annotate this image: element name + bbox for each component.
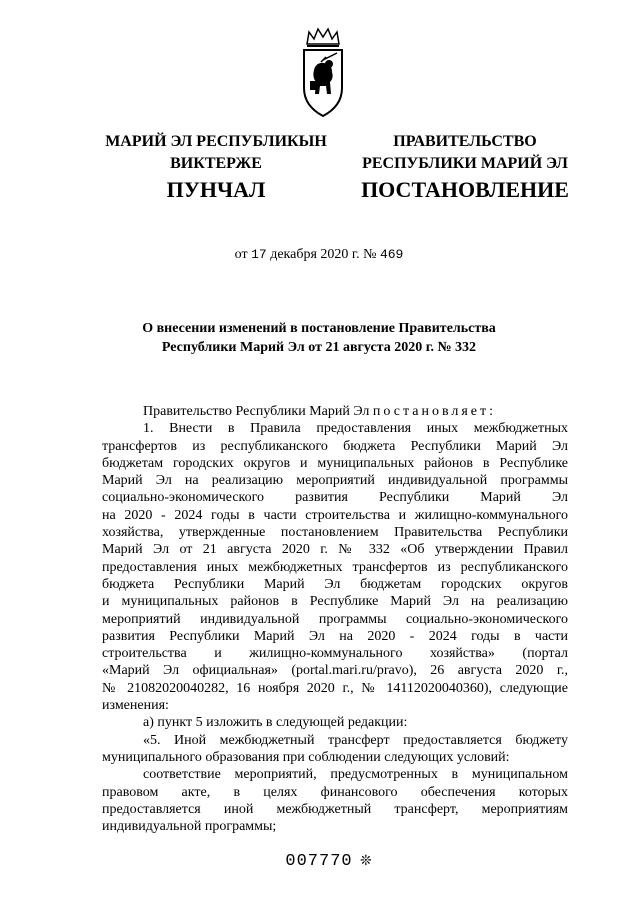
doc-type-russian: ПОСТАНОВЛЕНИЕ [361, 177, 569, 202]
condition-paragraph [102, 766, 568, 835]
text-line: индивидуальной программы; [102, 819, 277, 835]
text-line: правовом акте, в целях финансового обеспечения которых [102, 784, 568, 800]
text-line: развития Республики Марий Эл на 2020 - 2024 годы в части [102, 628, 568, 644]
text-line: мероприятий индивидуальной программы социально-экономического [102, 611, 568, 627]
text-line: на 2020 - 2024 годы в части строительства и жилищно-коммунального [102, 507, 568, 523]
text-line: и муниципальных районов в Республике Марий Эл на реализацию [102, 594, 568, 610]
doc-type-mari: ПУНЧАЛ [166, 177, 266, 202]
text-line: бюджетам городских округов и муниципальных районов в Республике [102, 455, 568, 471]
header-right-line2: РЕСПУБЛИКИ МАРИЙ ЭЛ [362, 155, 568, 172]
asterisk-mark: ❊ [360, 854, 372, 869]
text-line: строительства и жилищно-коммунального хозяйства» (портал [102, 646, 568, 662]
header-left-line1: МАРИЙ ЭЛ РЕСПУБЛИКЫН [105, 133, 327, 150]
doc-number: 469 [379, 247, 404, 262]
item-a: а) пункт 5 изложить в следующей редакции: [143, 715, 408, 731]
header-left-title [96, 131, 336, 175]
text-line: № 21082020040282, 16 ноября 2020 г., № 14112020040360), следующие [102, 680, 568, 696]
intro-subject: Правительство Республики Марий Эл [143, 404, 373, 419]
header-left-line2: ВИКТЕРЖЕ [170, 155, 262, 172]
amendment-paragraph [102, 420, 568, 714]
text-line: муниципального образования при соблюдении следующих условий: [102, 749, 510, 765]
text-line: предоставления иных межбюджетных трансфертов из республиканского [102, 559, 568, 575]
paragraph-5 [102, 732, 568, 767]
text-line: 1. Внести в Правила предоставления иных межбюджетных [143, 421, 568, 437]
date-line [0, 247, 638, 263]
document-body [102, 403, 568, 835]
header-right-title [352, 131, 578, 175]
text-line: предоставляется иной межбюджетный трансферт, мероприятиям [102, 801, 568, 817]
intro-paragraph [102, 403, 568, 420]
title-line2: Республики Марий Эл от 21 августа 2020 г. № 332 [161, 340, 477, 355]
text-line: «Марий Эл официальная» (portal.mari.ru/pravo), 26 августа 2020 г., [102, 663, 568, 679]
header-right-line1: ПРАВИТЕЛЬСТВО [393, 133, 537, 150]
text-line: социально-экономического развития Республики Марий Эл [102, 490, 568, 506]
date-month-year: декабря 2020 г. № [266, 247, 380, 262]
text-line: соответствие мероприятий, предусмотренных в муниципальном [143, 767, 568, 783]
text-line: трансфертов из республиканского бюджета Республики Марий Эл [102, 438, 568, 454]
intro-verb: постановляет: [372, 404, 497, 419]
text-line: Марий Эл от 21 августа 2020 г. № 332 «Об утверждении Правил [102, 542, 568, 558]
coat-of-arms-emblem [299, 26, 347, 120]
date-day: 17 [251, 247, 267, 262]
text-line: «5. Иной межбюджетный трансферт предоставляется бюджету [143, 732, 568, 748]
text-line: бюджета Республики Марий Эл бюджетам городских округов [102, 576, 568, 592]
date-prefix: от [234, 247, 252, 262]
document-title [120, 319, 518, 357]
title-line1: О внесении изменений в постановление Правительства [142, 321, 496, 336]
text-line: Марий Эл на реализацию мероприятий индивидуальной программы [102, 473, 568, 489]
text-line: изменения: [102, 698, 169, 714]
text-line: хозяйства, утвержденные постановлением Правительства Республики [102, 525, 568, 541]
serial-number: 007770 [285, 852, 353, 871]
